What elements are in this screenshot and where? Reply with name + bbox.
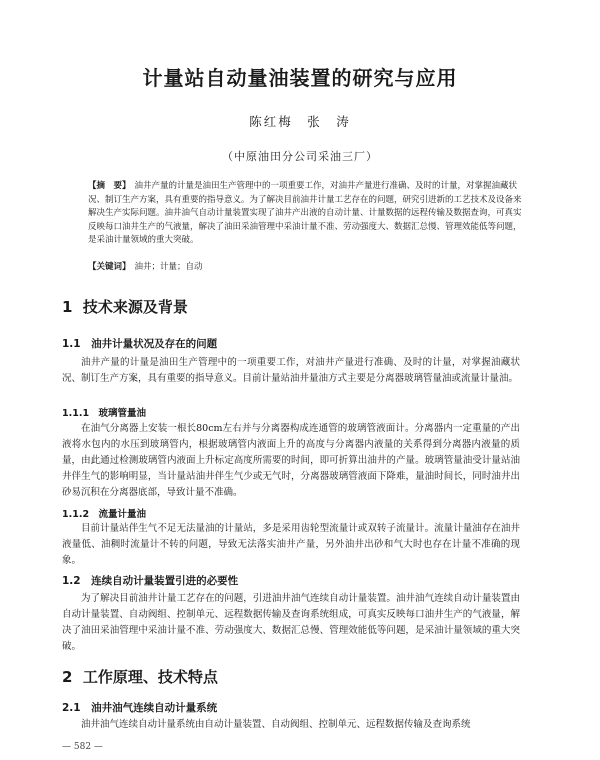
subsection-heading-1-1-1: 1.1.1 玻璃管量油	[62, 408, 147, 419]
affiliation: （中原油田分公司采油三厂）	[222, 150, 378, 163]
paragraph-2-1: 油井油气连续自动计量系统由自动计量装置、自动阀组、控制单元、远程数据传输及查询系统	[81, 719, 471, 730]
section-number: 2	[62, 668, 73, 686]
keywords-label: 【关键词】	[88, 262, 131, 272]
subsection-heading-1-2: 1.2 连续自动计量装置引进的必要性	[62, 575, 239, 587]
section-title: 工作原理、技术特点	[82, 668, 218, 686]
paper-title: 计量站自动量油装置的研究与应用	[142, 66, 458, 90]
authors: 陈红梅 张 涛	[249, 114, 351, 129]
paragraph-1-1-2: 目前计量站伴生气不足无法量油的计量站，多是采用齿轮型流量计或双转子流量计。流量计量油存在油井液量低、油稠时流量计不转的问题，导致无法落实油井产量，另外油井出砂和气大时也存在计量不准确的现象。	[62, 523, 520, 566]
abstract-label: 【摘 要】	[88, 181, 131, 191]
section-heading-1	[62, 296, 188, 317]
keywords-text: 油井；计量；自动	[134, 262, 203, 272]
section-number: 1	[62, 298, 73, 316]
paragraph-1-2: 为了解决目前油井计量工艺存在的问题，引进油井油气连续自动计量装置。油井油气连续自动计量装置由自动计量装置、自动阀组、控制单元、远程数据传输及查询系统组成，可真实反映每口油井生产的气液量，解决了油田采油管理中采油计量不准、劳动强度大、数据汇总慢、管理效能低等问题，是采油计量领域的重大突破。	[62, 593, 520, 652]
page-number: — 582 —	[62, 742, 103, 752]
section-title: 技术来源及背景	[82, 298, 188, 316]
section-heading-2	[62, 666, 218, 687]
keywords	[88, 260, 526, 272]
abstract-text: 油井产量的计量是油田生产管理中的一项重要工作，对油井产量进行准确、及时的计量，对掌握油藏状况、制订生产方案，具有重要的指导意义。为了解决目前油井计量工艺存在的问题，研究引进新的工艺技术及设备来解决生产实际问题。油井油气自动计量装置实现了油井产出液的自动计量、计量数据的远程传输及数据查询，可真实反映每口油井生产的气液量，解决了油田采油管理中采油计量不准、劳动强度大、数据汇总慢、管理效能低等问题，是采油计量领域的重大突破。	[88, 181, 522, 245]
abstract	[88, 180, 526, 248]
paragraph-1-1-1: 在油气分离器上安装一根长80cm左右并与分离器构成连通管的玻璃管液面计。分离器内一定重量的产出液将水包内的水压到玻璃管内，根据玻璃管内液面上升的高度与分离器内液量的关系得到分离器内液量的质量，由此通过检测玻璃管内液面上升标定高度所需要的时间，即可折算出油井的产量。玻璃管量油受计量站油井伴生气的影响明显，当计量站油井伴生气少或无气时，分离器玻璃管液面下降难，量油时间长，同时油井出砂易沉积在分离器底部，导致计量不准确。	[62, 423, 520, 498]
subsection-heading-2-1: 2.1 油井油气连续自动计量系统	[62, 702, 218, 714]
subsection-heading-1-1: 1.1 油井计量状况及存在的问题	[62, 338, 218, 350]
paragraph-1-1: 油井产量的计量是油田生产管理中的一项重要工作，对油井产量进行准确、及时的计量，对掌握油藏状况、制订生产方案，具有重要的指导意义。目前计量站油井量油方式主要是分离器玻璃管量油或流量计量油。	[62, 357, 520, 384]
subsection-heading-1-1-2: 1.1.2 流量计量油	[62, 509, 147, 520]
